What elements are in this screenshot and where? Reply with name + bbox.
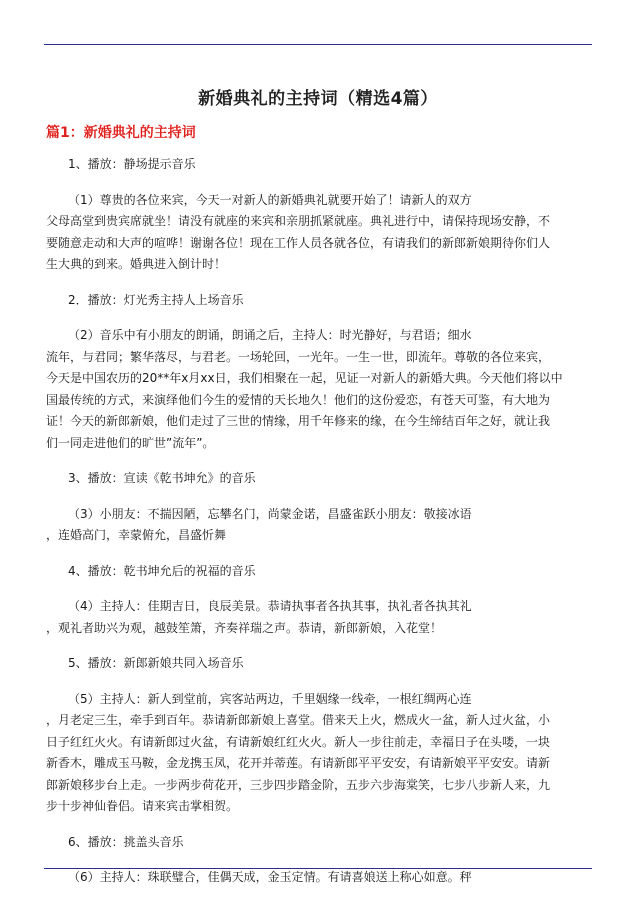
paragraph [46, 504, 592, 547]
paragraph-line: ，月老定三生，牵手到百年。恭请新郎新娘上喜堂。借来天上火，燃成火一盆，新人过火盆，小 [46, 713, 551, 727]
paragraph-line: 国最传统的方式，来演绎他们今生的爱情的天长地久！他们的这份爱恋，有苍天可鉴，有大地为 [46, 392, 551, 407]
paragraph-line: （2）音乐中有小朋友的朗诵，朗诵之后，主持人：时光静好，与君语；细水 [68, 328, 472, 342]
paragraph-line: 日子红红火火。有请新郎过火盆，有请新娘红红火火。新人一步往前走，幸福日子在头喽，一块 [46, 734, 551, 749]
paragraph [46, 190, 592, 276]
item-heading: 2．播放：灯光秀主持人上场音乐 [68, 292, 244, 307]
paragraph [46, 867, 592, 889]
item-heading: 5、播放：新郎新娘共同入场音乐 [68, 656, 244, 670]
paragraph [46, 325, 592, 454]
paragraph-line: （5）主持人：新人到堂前，宾客站两边，千里姻缘一线牵，一根红绸两心连 [68, 691, 472, 706]
paragraph-line: 证！今天的新郎新娘，他们走过了三世的情缘，用千年修来的缘，在今生缔结百年之好，就让我 [46, 414, 551, 428]
item-heading: 6、播放：挑盖头音乐 [68, 834, 184, 849]
paragraph-line: 流年，与君同；繁华落尽，与君老。一场轮回，一光年。一生一世，即流年。尊敬的各位来宾， [46, 349, 551, 364]
paragraph-line: 步十步神仙眷侣。请来宾击掌相贺。 [46, 799, 239, 813]
paragraph-line: （1）尊贵的各位来宾，今天一对新人的新婚典礼就要开始了！请新人的双方 [68, 192, 472, 207]
paragraph-line: ，连婚高门，幸蒙俯允，昌盛忻舞 [46, 528, 227, 542]
paragraph-line: 生大典的到来。婚典进入倒计时！ [46, 257, 227, 271]
paragraph-line: （6）主持人：珠联璧合，佳偶天成，金玉定情。有请喜娘送上称心如意。秤 [68, 870, 472, 884]
paragraph-line: 要随意走动和大声的喧哗！谢谢各位！现在工作人员各就各位，有请我们的新郎新娘期待你们人 [46, 235, 551, 250]
paragraph-line: 父母高堂到贵宾席就坐！请没有就座的来宾和亲朋抓紧就座。典礼进行中，请保持现场安静，不 [46, 214, 551, 228]
item-heading: 4、播放：乾书坤允后的祝福的音乐 [68, 563, 256, 578]
paragraph [46, 689, 592, 818]
document-title: 新婚典礼的主持词（精选4篇） [198, 89, 438, 109]
section-heading: 篇1：新婚典礼的主持词 [46, 125, 196, 141]
document-body [46, 154, 592, 903]
header-rule [44, 44, 592, 45]
paragraph-line: （3）小朋友：不揣因陋，忘攀名门，尚蒙金诺，昌盛雀跃小朋友：敬接冰语 [68, 506, 472, 521]
footer-rule [44, 868, 592, 869]
paragraph-line: 们一同走进他们的旷世”流年”。 [46, 435, 215, 450]
paragraph-line: ，观礼者助兴为观，越鼓笙箫，齐奏祥瑞之声。恭请，新郎新娘，入花堂！ [46, 620, 443, 635]
paragraph-line: 郎新娘移步台上走。一步两步荷花开，三步四步踏金阶，五步六步海棠笑，七步八步新人来，九 [46, 777, 551, 792]
item-heading: 1、播放：静场提示音乐 [68, 157, 196, 171]
item-heading: 3、播放：宣读《乾书坤允》的音乐 [68, 471, 256, 485]
paragraph-line: （4）主持人：佳期吉日，良辰美景。恭请执事者各执其事，执礼者各执其礼 [68, 599, 472, 613]
paragraph-line: 今天是中国农历的20**年x月xx日，我们相聚在一起，见证一对新人的新婚大典。今天他们将以中 [46, 371, 563, 385]
paragraph-line: 新香木，雕成玉马鞍，金龙携玉凤，花开并蒂莲。有请新郎平平安安，有请新娘平平安安。请新 [46, 756, 551, 770]
paragraph [46, 596, 592, 639]
